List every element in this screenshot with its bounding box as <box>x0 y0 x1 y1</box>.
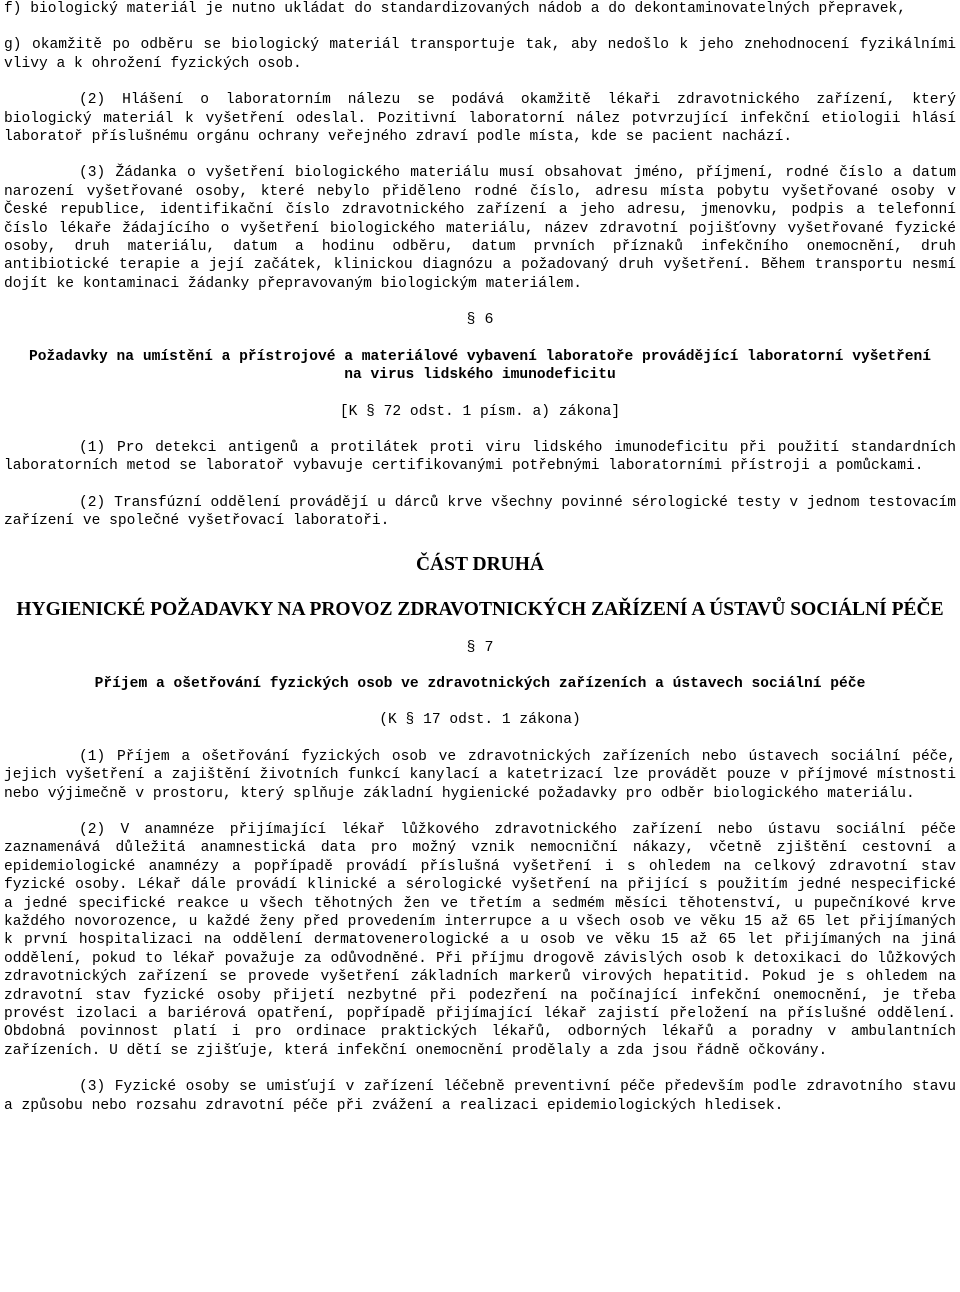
paragraph-f: f) biologický materiál je nutno ukládat do standardizovaných nádob a do dekontaminovatelných přepravek, <box>4 1 907 17</box>
section-6-heading: Požadavky na umístění a přístrojové a materiálové vybavení laboratoře provádějící laboratorní vyšetření na virus lidského imunodeficitu <box>28 348 932 384</box>
section-7-reference: (K § 17 odst. 1 zákona) <box>379 712 581 729</box>
section-7-heading: Příjem a ošetřování fyzických osob ve zdravotnických zařízeních a ústavech sociální péče <box>94 675 866 692</box>
section-6-reference: [K § 72 odst. 1 písm. a) zákona] <box>339 403 621 420</box>
part-heading: HYGIENICKÉ POŽADAVKY NA PROVOZ ZDRAVOTNICKÝCH ZAŘÍZENÍ A ÚSTAVŮ SOCIÁLNÍ PÉČE <box>16 598 944 620</box>
paragraph-g: g) okamžitě po odběru se biologický materiál transportuje tak, aby nedošlo k jeho znehodnocení fyzikálními vlivy a k ohrožení fyzických osob. <box>4 37 956 72</box>
section-7-number: § 7 <box>466 638 494 656</box>
section-6-paragraph-1: (1) Pro detekci antigenů a protilátek proti viru lidského imunodeficitu při použití standardních laboratorních metod se laboratoř vybavuje certifikovanými potřebnými laboratorními přístroji a pomůckami. <box>4 439 956 475</box>
section-7-paragraph-1: (1) Příjem a ošetřování fyzických osob ve zdravotnických zařízeních nebo ústavech sociální péče, jejich vyšetření a zajištění životních funkcí kanylací a katetrizací lze provádět pouze v příjmové místnosti nebo výjimečně v prostoru, který splňuje základní hygienické požadavky pro odběr biologického materiálu. <box>4 748 956 802</box>
section-6-paragraph-2: (2) Transfúzní oddělení provádějí u dárců krve všechny povinné sérologické testy v jednom testovacím zařízení ve společné vyšetřovací laboratoři. <box>4 494 956 530</box>
section-7-paragraph-3: (3) Fyzické osoby se umisťují v zařízení léčebně preventivní péče především podle zdravotního stavu a způsobu nebo rozsahu zdravotní péče při zvážení a realizaci epidemiologických hledisek. <box>4 1079 956 1114</box>
paragraph-3: (3) Žádanka o vyšetření biologického materiálu musí obsahovat jméno, příjmení, rodné číslo a datum narození vyšetřované osoby, které nebylo přiděleno rodné číslo, adresu místa pobytu vyšetřované osoby v České republice, identifikační číslo zdravotnického zařízení a jeho adresu, jmenovku, podpis a telefonní číslo lékaře žádajícího o vyšetření biologického materiálu, název zdravotní pojišťovny vyšetřované fyzické osoby, druh materiálu, datum a hodinu odběru, datum prvních příznaků infekčního onemocnění, druh antibiotické terapie a její začátek, klinickou diagnózu a požadovaný druh vyšetření. Během transportu nesmí dojít ke kontaminaci žádanky přepravovaným biologickým materiálem. <box>4 165 956 292</box>
part-title: ČÁST DRUHÁ <box>415 553 545 575</box>
section-7-paragraph-2: (2) V anamnéze přijímající lékař lůžkového zdravotnického zařízení nebo ústavu sociální péče zaznamenává důležitá anamnestická data pro možný vznik nemocniční nákazy, včetně zjištění cestovní a epidemiologické anamnézy a popřípadě provádí příslušná vyšetření i s ohledem na celkový zdravotní stav fyzické osoby. Lékař dále provádí klinické a sérologické vyšetření na přijící s použitím jedné nespecifické a jedné specifické reakce u všech těhotných žen ve třetím a sedmém měsíci těhotenství, u pupečníkové krve každého novorozence, u každé ženy před provedením interrupce a u všech osob ve věku 15 až 65 let přijímaných k první hospitalizaci na oddělení dermatovenerologické a u osob ve věku 15 až 65 let přijímaných na jiná oddělení, pokud to lékař považuje za odůvodněné. Při příjmu drogově závislých osob k detoxikaci do lůžkových zdravotnických zařízení se provede vyšetření základních markerů virových hepatitid. Pokud je s ohledem na zdravotní stav fyzické osoby přijetí nezbytné při podezření na počínající infekční onemocnění, je třeba provést izolaci a bariérová opatření, popřípadě přijímající lékař zajistí přeložení na příslušné oddělení. Obdobná povinnost platí i pro ordinace praktických lékařů, odborných lékařů a poradny v ambulantních zařízeních. U dětí se zjišťuje, která infekční onemocnění prodělaly a zda jsou řádně očkovány. <box>4 821 956 1059</box>
paragraph-2: (2) Hlášení o laboratorním nálezu se podává okamžitě lékaři zdravotnického zařízení, který biologický materiál k vyšetření odeslal. Pozitivní laboratorní nález potvrzující infekční etiologii hlásí laboratoř příslušnému orgánu ochrany veřejného zdraví podle místa, kde se pacient nachází. <box>4 92 956 146</box>
section-6-number: § 6 <box>466 311 494 329</box>
